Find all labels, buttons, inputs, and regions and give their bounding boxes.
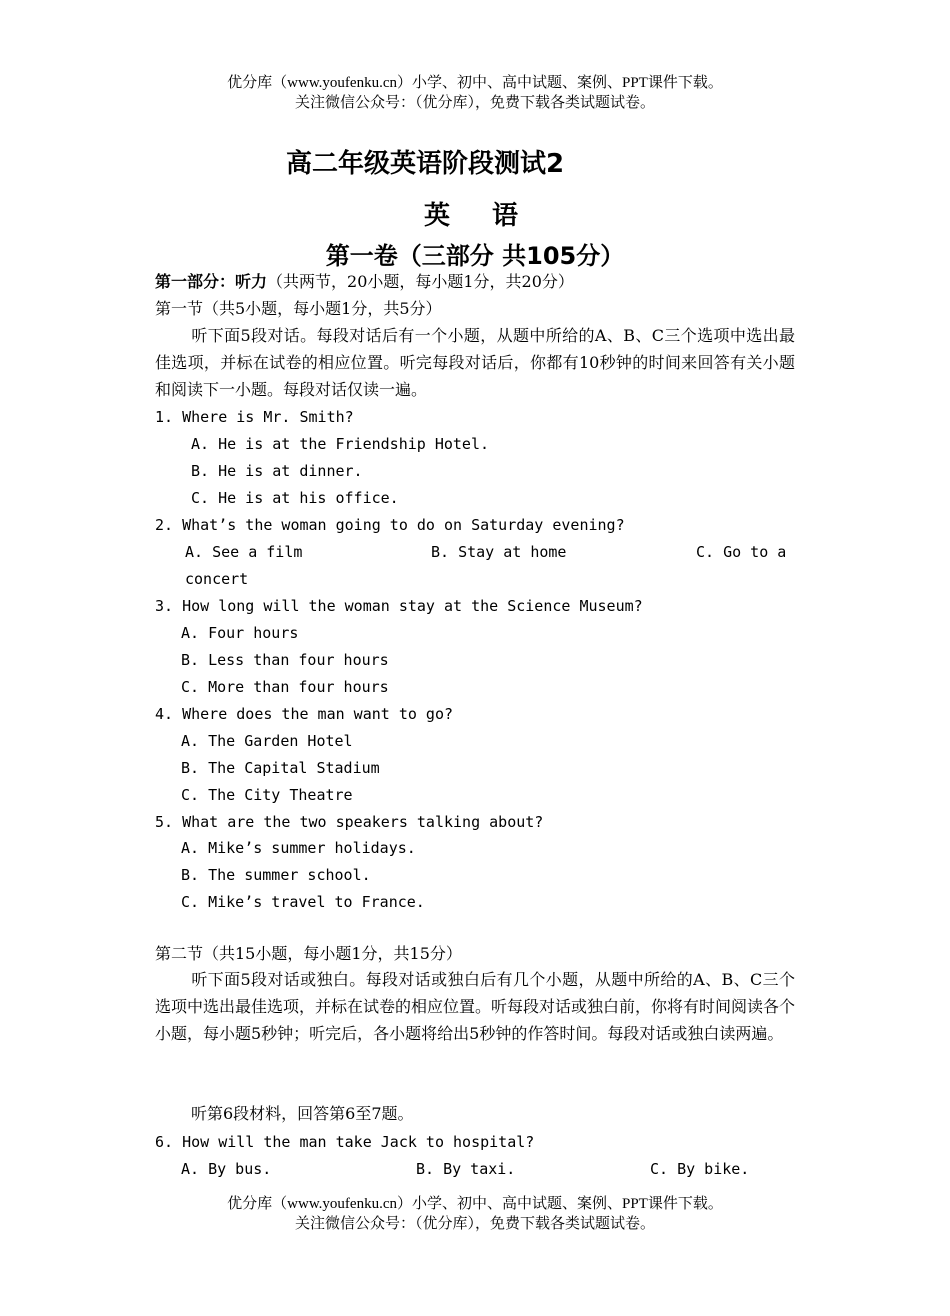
q2-stem: 2. What’s the woman going to do on Saturday evening? <box>155 516 625 534</box>
q3-option-b: B. Less than four hours <box>181 651 389 669</box>
q2-option-c-wrap: concert <box>185 570 249 588</box>
q1-stem: 1. Where is Mr. Smith? <box>155 408 354 426</box>
q1-option-c: C. He is at his office. <box>191 489 399 507</box>
q5-option-b: B. The summer school. <box>181 866 371 884</box>
section2-heading: 第二节（共15小题，每小题1分，共15分） <box>155 944 462 963</box>
section1-instructions <box>155 322 795 403</box>
header-line-1: 优分库（www.youfenku.cn）小学、初中、高中试题、案例、PPT课件下载。 <box>227 75 723 91</box>
q5-stem: 5. What are the two speakers talking about? <box>155 813 544 831</box>
part1-heading-rest: （共两节，20小题，每小题1分，共20分） <box>267 272 574 291</box>
section1-instructions-text: 听下面5段对话。每段对话后有一个小题，从题中所给的A、B、C三个选项中选出最佳选项，并标在试卷的相应位置。听完每段对话后，你都有10秒钟的时间来回答有关小题和阅读下一小题。每段对话仅读一遍。 <box>155 326 795 399</box>
q1-option-a: A. He is at the Friendship Hotel. <box>191 435 490 453</box>
footer-line-2: 关注微信公众号：（优分库），免费下载各类试题试卷。 <box>294 1216 655 1232</box>
q4-option-b: B. The Capital Stadium <box>181 759 380 777</box>
q6-option-b: B. By taxi. <box>416 1160 516 1178</box>
material-6-instruction: 听第6段材料，回答第6至7题。 <box>191 1104 414 1123</box>
q3-option-a: A. Four hours <box>181 624 299 642</box>
q4-option-c: C. The City Theatre <box>181 786 353 804</box>
q5-option-a: A. Mike’s summer holidays. <box>181 839 416 857</box>
q2-option-a: A. See a film <box>185 543 303 561</box>
volume-title: 第一卷（三部分 共105分） <box>325 242 625 270</box>
section2-instructions-text: 听下面5段对话或独白。每段对话或独白后有几个小题，从题中所给的A、B、C三个选项中选出最佳选项，并标在试卷的相应位置。听每段对话或独白前，你将有时间阅读各个小题，每小题5秒钟；听完后，各小题将给出5秒钟的作答时间。每段对话或独白读两遍。 <box>155 970 796 1043</box>
footer-line-1: 优分库（www.youfenku.cn）小学、初中、高中试题、案例、PPT课件下载。 <box>227 1196 723 1212</box>
q3-option-c: C. More than four hours <box>181 678 389 696</box>
header-line-2: 关注微信公众号：（优分库），免费下载各类试题试卷。 <box>294 95 655 111</box>
q1-option-b: B. He is at dinner. <box>191 462 363 480</box>
part1-heading-bold: 第一部分：听力 <box>155 272 268 291</box>
q4-option-a: A. The Garden Hotel <box>181 732 353 750</box>
q2-option-c: C. Go to a <box>696 543 787 561</box>
q6-option-c: C. By bike. <box>650 1160 750 1178</box>
q6-stem: 6. How will the man take Jack to hospital? <box>155 1133 535 1151</box>
exam-title: 高二年级英语阶段测试2 <box>285 149 565 179</box>
page-footer <box>0 1194 950 1234</box>
q3-stem: 3. How long will the woman stay at the Science Museum? <box>155 597 643 615</box>
q2-option-b: B. Stay at home <box>431 543 567 561</box>
subject-title: 英 语 <box>423 201 526 231</box>
q5-option-c: C. Mike’s travel to France. <box>181 893 425 911</box>
page-header <box>0 73 950 113</box>
q4-stem: 4. Where does the man want to go? <box>155 705 454 723</box>
section1-heading: 第一节（共5小题，每小题1分，共5分） <box>155 299 442 318</box>
q6-option-a: A. By bus. <box>181 1160 272 1178</box>
section2-instructions <box>155 966 795 1047</box>
part1-heading <box>155 272 574 292</box>
